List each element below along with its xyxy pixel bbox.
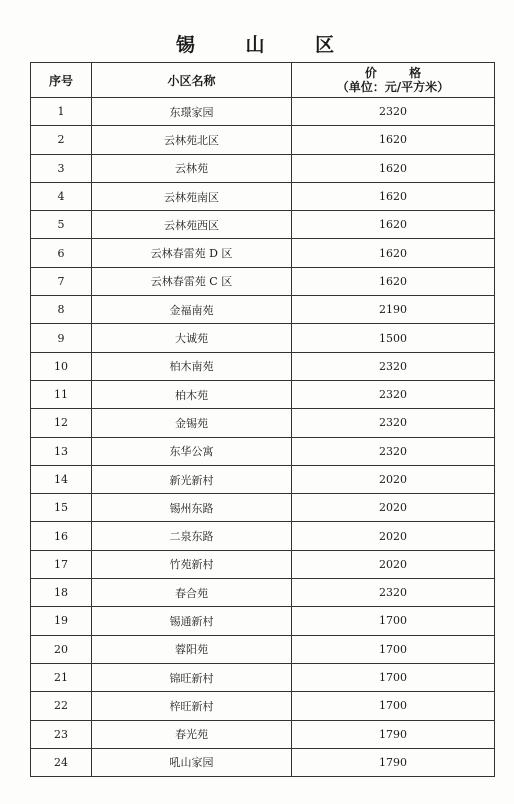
row-price-cell: 1790: [292, 748, 495, 776]
table-row: [31, 126, 495, 154]
header-price: [292, 63, 495, 98]
row-index-cell: 10: [31, 352, 92, 380]
table-row: [31, 409, 495, 437]
row-price-cell: 2320: [292, 352, 495, 380]
row-price-cell: 1620: [292, 154, 495, 182]
row-index-cell: 18: [31, 579, 92, 607]
row-index-cell: 16: [31, 522, 92, 550]
table-row: [31, 182, 495, 210]
row-community-cell: 吼山家园: [92, 748, 292, 776]
table-row: [31, 748, 495, 776]
row-index-cell: 4: [31, 182, 92, 210]
table-row: [31, 98, 495, 126]
row-community-cell: 春光苑: [92, 720, 292, 748]
row-community-cell: 大诚苑: [92, 324, 292, 352]
table-row: [31, 550, 495, 578]
table-row: [31, 522, 495, 550]
row-community-cell: 云林苑: [92, 154, 292, 182]
row-index-cell: 11: [31, 380, 92, 408]
table-row: [31, 635, 495, 663]
table-row: [31, 494, 495, 522]
row-community-cell: 春合苑: [92, 579, 292, 607]
header-row: [31, 63, 495, 98]
row-price-cell: 2320: [292, 409, 495, 437]
row-community-cell: 竹苑新村: [92, 550, 292, 578]
table-row: [31, 465, 495, 493]
table-row: [31, 663, 495, 691]
row-price-cell: 1620: [292, 182, 495, 210]
row-index-cell: 15: [31, 494, 92, 522]
table-row: [31, 154, 495, 182]
table-row: [31, 296, 495, 324]
row-community-cell: 锡州东路: [92, 494, 292, 522]
row-price-cell: 1700: [292, 607, 495, 635]
row-price-cell: 1790: [292, 720, 495, 748]
row-index-cell: 1: [31, 98, 92, 126]
row-index-cell: 22: [31, 692, 92, 720]
row-price-cell: 1620: [292, 239, 495, 267]
price-table: [30, 62, 495, 777]
row-index-cell: 24: [31, 748, 92, 776]
row-price-cell: 1500: [292, 324, 495, 352]
row-price-cell: 2020: [292, 522, 495, 550]
table-row: [31, 239, 495, 267]
row-price-cell: 1700: [292, 663, 495, 691]
table-row: [31, 324, 495, 352]
table-row: [31, 380, 495, 408]
row-price-cell: 1620: [292, 126, 495, 154]
row-price-cell: 1700: [292, 635, 495, 663]
row-community-cell: 金锡苑: [92, 409, 292, 437]
row-index-cell: 9: [31, 324, 92, 352]
row-index-cell: 8: [31, 296, 92, 324]
table-row: [31, 607, 495, 635]
row-community-cell: 锡通新村: [92, 607, 292, 635]
row-index-cell: 23: [31, 720, 92, 748]
header-price-unit: （单位：元/平方米）: [336, 80, 450, 94]
row-index-cell: 21: [31, 663, 92, 691]
row-price-cell: 2320: [292, 98, 495, 126]
row-community-cell: 云林春雷苑 D 区: [92, 239, 292, 267]
row-index-cell: 20: [31, 635, 92, 663]
row-community-cell: 蓉阳苑: [92, 635, 292, 663]
table-row: [31, 437, 495, 465]
row-price-cell: 1620: [292, 267, 495, 295]
row-community-cell: 东华公寓: [92, 437, 292, 465]
row-price-cell: 2020: [292, 465, 495, 493]
table-row: [31, 352, 495, 380]
row-price-cell: 2320: [292, 380, 495, 408]
row-index-cell: 19: [31, 607, 92, 635]
row-index-cell: 17: [31, 550, 92, 578]
row-price-cell: 2020: [292, 494, 495, 522]
row-index-cell: 14: [31, 465, 92, 493]
row-index-cell: 7: [31, 267, 92, 295]
row-community-cell: 梓旺新村: [92, 692, 292, 720]
row-community-cell: 云林春雷苑 C 区: [92, 267, 292, 295]
table-row: [31, 267, 495, 295]
row-price-cell: 1620: [292, 211, 495, 239]
row-community-cell: 东璟家园: [92, 98, 292, 126]
row-community-cell: 锦旺新村: [92, 663, 292, 691]
table-row: [31, 720, 495, 748]
row-index-cell: 3: [31, 154, 92, 182]
table-row: [31, 692, 495, 720]
row-community-cell: 柏木苑: [92, 380, 292, 408]
row-index-cell: 2: [31, 126, 92, 154]
header-community: 小区名称: [92, 63, 292, 98]
row-index-cell: 13: [31, 437, 92, 465]
table-row: [31, 211, 495, 239]
table-row: [31, 579, 495, 607]
row-price-cell: 2320: [292, 437, 495, 465]
row-community-cell: 金福南苑: [92, 296, 292, 324]
row-community-cell: 二泉东路: [92, 522, 292, 550]
row-price-cell: 2190: [292, 296, 495, 324]
row-community-cell: 柏木南苑: [92, 352, 292, 380]
row-index-cell: 6: [31, 239, 92, 267]
row-price-cell: 2020: [292, 550, 495, 578]
row-index-cell: 12: [31, 409, 92, 437]
page-title: 锡 山 区: [175, 34, 357, 56]
row-price-cell: 1700: [292, 692, 495, 720]
header-index: 序号: [31, 63, 92, 98]
row-community-cell: 新光新村: [92, 465, 292, 493]
row-index-cell: 5: [31, 211, 92, 239]
header-price-label: 价 格: [364, 66, 436, 80]
row-community-cell: 云林苑北区: [92, 126, 292, 154]
table-header: [31, 63, 495, 98]
row-community-cell: 云林苑西区: [92, 211, 292, 239]
row-price-cell: 2320: [292, 579, 495, 607]
table-body: [31, 98, 495, 777]
row-community-cell: 云林苑南区: [92, 182, 292, 210]
